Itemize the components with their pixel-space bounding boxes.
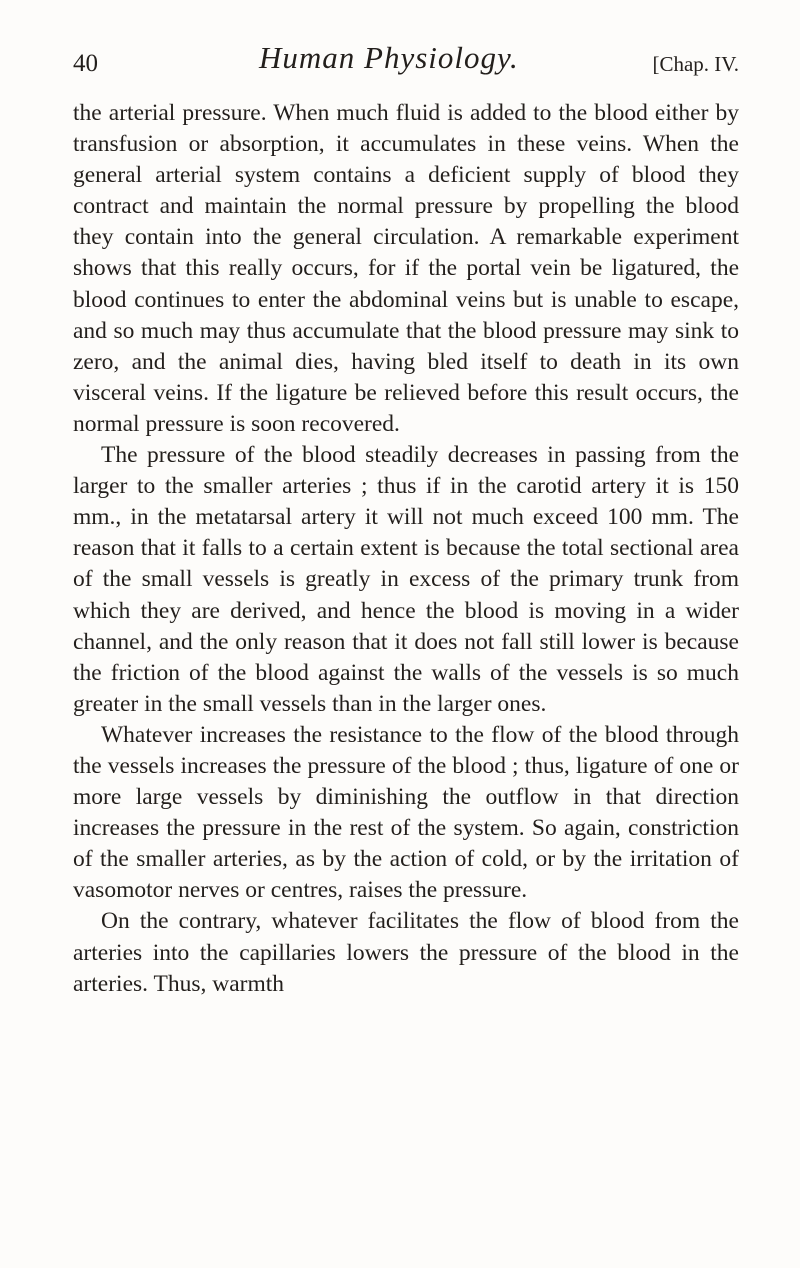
paragraph-pressure-decrease: The pressure of the blood steadily decreases in passing from the larger to the smaller arteries ; thus if in the carotid artery it is 150 mm., in the metatarsal artery it will not much exceed 100 mm. The reason that it falls to a certain extent is because the total sectional area of the small vessels is greatly in excess of the primary trunk from which they are derived, and hence the blood is moving in a wider channel, and the only reason that it does not fall still lower is because the friction of the blood against the walls of the vessels is so much greater in the small vessels than in the larger ones. [73, 442, 739, 717]
page-number: 40 [73, 50, 98, 77]
chapter-label: [Chap. IV. [652, 52, 739, 76]
page-header [73, 34, 739, 84]
paragraph-resistance: Whatever increases the resistance to the flow of the blood through the vessels increases the pressure of the blood ; thus, ligature of one or more large vessels by diminishing the outflow in that direction increases the pressure in the rest of the system. So again, constriction of the smaller arteries, as by the action of cold, or by the irritation of vasomotor nerves or centres, raises the pressure. [73, 721, 739, 904]
paragraph-contrary: On the contrary, whatever facilitates the flow of blood from the arteries into the capillaries lowers the pressure of the blood in the arteries. Thus, warmth [73, 908, 739, 997]
running-title: Human Physiology. [259, 40, 519, 75]
body-text [73, 98, 739, 1000]
paragraph-continued: the arterial pressure. When much fluid is added to the blood either by transfusion or absorption, it accumulates in these veins. When the general arterial system contains a deficient supply of blood they contract and maintain the normal pressure by propelling the blood they contain into the general circulation. A remarkable experiment shows that this really occurs, for if the portal vein be ligatured, the blood continues to enter the abdominal veins but is unable to escape, and so much may thus accumulate that the blood pressure may sink to zero, and the animal dies, having bled itself to death in its own visceral veins. If the ligature be relieved before this result occurs, the normal pressure is soon recovered. [73, 100, 739, 437]
